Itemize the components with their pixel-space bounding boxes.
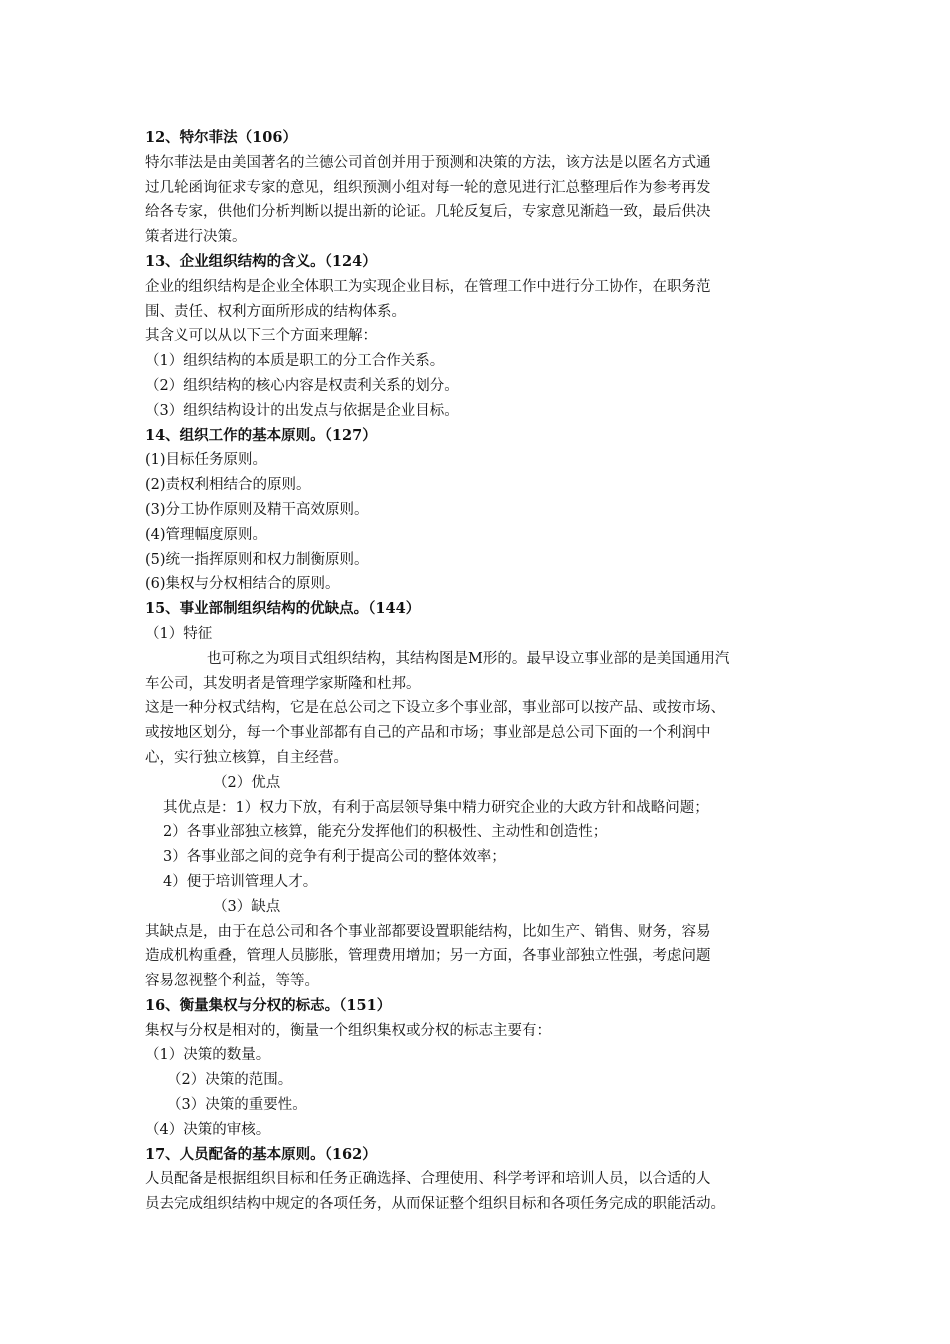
text-line: 员去完成组织结构中规定的各项任务，从而保证整个组织目标和各项任务完成的职能活动。 [145,1196,725,1213]
text-line: 或按地区划分，每一个事业部都有自己的产品和市场；事业部是总公司下面的一个利润中 [145,725,711,742]
text-line: 2）各事业部独立核算，能充分发挥他们的积极性、主动性和创造性； [163,824,608,841]
text-line: 集权与分权是相对的，衡量一个组织集权或分权的标志主要有： [145,1022,551,1039]
text-line: 给各专家，供他们分析判断以提出新的论证。几轮反复后，专家意见渐趋一致，最后供决 [145,204,711,221]
text-line: （1）决策的数量。 [145,1047,271,1064]
section-heading: 14、组织工作的基本原则。（127） [145,426,377,444]
text-line: 企业的组织结构是企业全体职工为实现企业目标，在管理工作中进行分工协作，在职务范 [145,278,711,295]
text-line: (5)统一指挥原则和权力制衡原则。 [145,551,369,568]
text-line: 造成机构重叠，管理人员膨胀，管理费用增加；另一方面，各事业部独立性强，考虑问题 [145,948,711,965]
text-line: 其缺点是，由于在总公司和各个事业部都要设置职能结构，比如生产、销售、财务，容易 [145,923,711,940]
text-line: 人员配备是根据组织目标和任务正确选择、合理使用、科学考评和培训人员，以合适的人 [145,1171,711,1188]
text-line: （3）决策的重要性。 [167,1097,307,1114]
text-line: 3）各事业部之间的竞争有利于提高公司的整体效率； [163,849,506,866]
text-line: 车公司，其发明者是管理学家斯隆和杜邦。 [145,675,421,692]
text-line: 心，实行独立核算，自主经营。 [145,749,348,766]
section-heading: 12、特尔菲法（106） [145,129,297,146]
text-line: 其含义可以从以下三个方面来理解： [145,328,377,345]
text-line: (4)管理幅度原则。 [145,526,268,543]
text-line: 策者进行决策。 [145,229,247,246]
text-line: (6)集权与分权相结合的原则。 [145,576,340,593]
text-line: 4）便于培训管理人才。 [163,873,318,890]
text-line: 这是一种分权式结构，它是在总公司之下设立多个事业部，事业部可以按产品、或按市场、 [145,700,725,717]
text-line: （2）优点 [213,774,281,791]
document-body [145,126,825,1217]
text-line: 容易忽视整个利益，等等。 [145,973,319,990]
text-line: （1）特征 [145,625,213,642]
text-line: (3)分工协作原则及精干高效原则。 [145,501,369,518]
section-heading: 15、事业部制组织结构的优缺点。（144） [145,600,421,618]
section-heading: 13、企业组织结构的含义。（124） [145,252,377,270]
text-line: (1)目标任务原则。 [145,452,268,469]
text-line: 围、责任、权利方面所形成的结构体系。 [145,303,406,320]
section-heading: 16、衡量集权与分权的标志。（151） [145,996,392,1014]
section-heading: 17、人员配备的基本原则。（162） [145,1145,377,1163]
text-line: （3）缺点 [213,898,281,915]
text-line: （1）组织结构的本质是职工的分工合作关系。 [145,353,445,370]
text-line: （3）组织结构设计的出发点与依据是企业目标。 [145,402,459,419]
text-line: 特尔菲法是由美国著名的兰德公司首创并用于预测和决策的方法，该方法是以匿名方式通 [145,154,711,171]
text-line: 其优点是：1）权力下放，有利于高层领导集中精力研究企业的大政方针和战略问题； [163,799,709,816]
text-line: （2）决策的范围。 [167,1072,293,1089]
text-line: (2)责权利相结合的原则。 [145,477,311,494]
text-line: 过几轮函询征求专家的意见，组织预测小组对每一轮的意见进行汇总整理后作为参考再发 [145,179,711,196]
text-line: 也可称之为项目式组织结构，其结构图是M形的。最早设立事业部的是美国通用汽 [207,650,730,667]
text-line: （4）决策的审核。 [145,1121,271,1138]
text-line: （2）组织结构的核心内容是权责利关系的划分。 [145,377,459,394]
